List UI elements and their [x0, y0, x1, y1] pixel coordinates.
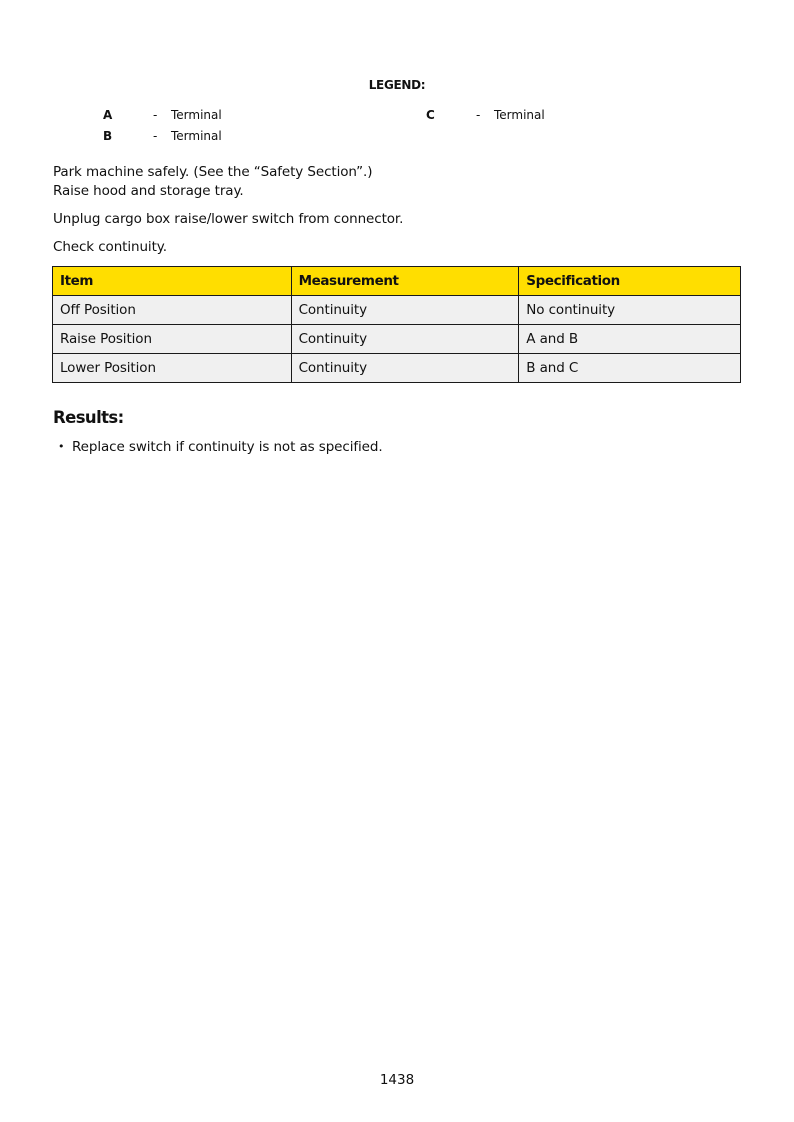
table-row — [53, 325, 741, 354]
legend-desc: Terminal — [171, 108, 222, 122]
header-item: Item — [53, 267, 292, 296]
legend-dash: - — [153, 129, 158, 143]
table-row — [53, 354, 741, 383]
results-heading: Results: — [53, 408, 124, 427]
header-specification: Specification — [519, 267, 741, 296]
legend-desc: Terminal — [494, 108, 545, 122]
legend-item-a — [103, 107, 303, 123]
header-measurement: Measurement — [291, 267, 519, 296]
table-cell-item: Raise Position — [53, 325, 292, 354]
results-list-item — [58, 437, 383, 457]
step-check-continuity: Check continuity. — [53, 239, 167, 255]
table-header-row — [53, 267, 741, 296]
page-number: 1438 — [379, 1072, 415, 1088]
legend-item-b — [103, 128, 303, 144]
table-cell-specification: A and B — [519, 325, 741, 354]
legend-dash: - — [153, 108, 158, 122]
table-cell-item: Lower Position — [53, 354, 292, 383]
table-cell-measurement: Continuity — [291, 325, 519, 354]
table-cell-measurement: Continuity — [291, 354, 519, 383]
table-cell-specification: No continuity — [519, 296, 741, 325]
bullet-icon: • — [58, 440, 65, 453]
legend-desc: Terminal — [171, 129, 222, 143]
table-cell-item: Off Position — [53, 296, 292, 325]
step-park-machine: Park machine safely. (See the “Safety Section”.) — [53, 164, 373, 180]
continuity-spec-table — [52, 266, 741, 383]
legend-key: A — [103, 108, 113, 122]
legend-title: LEGEND: — [368, 78, 426, 92]
step-raise-hood: Raise hood and storage tray. — [53, 183, 244, 199]
step-unplug-switch: Unplug cargo box raise/lower switch from connector. — [53, 211, 404, 227]
legend-item-c — [426, 107, 626, 123]
table-cell-specification: B and C — [519, 354, 741, 383]
legend-key: C — [426, 108, 435, 122]
legend-dash: - — [476, 108, 481, 122]
table-cell-measurement: Continuity — [291, 296, 519, 325]
results-item-text: Replace switch if continuity is not as specified. — [72, 439, 383, 455]
legend-key: B — [103, 129, 113, 143]
table-row — [53, 296, 741, 325]
